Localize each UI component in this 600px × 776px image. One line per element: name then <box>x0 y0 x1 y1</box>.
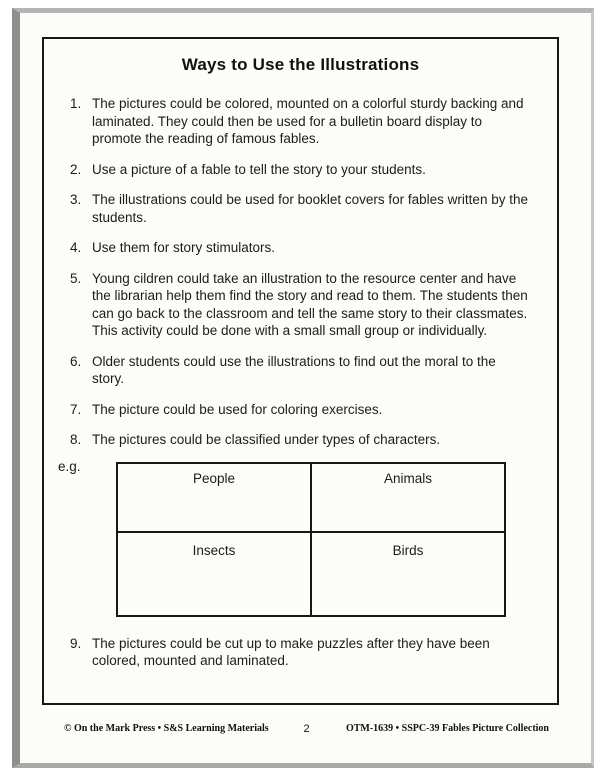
classification-table <box>116 462 506 617</box>
item-text: The pictures could be cut up to make puzzles after they have been colored, mounted and laminated. <box>92 635 490 668</box>
item-text: Older students could use the illustrations to find out the moral to the story. <box>92 353 496 386</box>
list-item-5 <box>70 270 531 340</box>
table-cell-animals: Animals <box>311 463 505 532</box>
table-cell-birds: Birds <box>311 532 505 616</box>
item-text: The illustrations could be used for booklet covers for fables written by the students. <box>92 192 528 225</box>
list-item-8 <box>70 431 531 449</box>
table-row <box>117 532 505 616</box>
list-item-6 <box>70 353 531 388</box>
footer-catalog-id: OTM-1639 • SSPC-39 Fables Picture Collection <box>345 723 549 734</box>
footer-publisher: © On the Mark Press • S&S Learning Materials <box>64 723 269 734</box>
item-text: Young cildren could take an illustration to the resource center and have the librarian help them find the story and read to them. The students then can go back to the classroom and tell the same story to their classmates. This activity could be done with a small small group or individually. <box>92 270 528 338</box>
page-title: Ways to Use the Illustrations <box>181 55 420 74</box>
list-item-3 <box>70 191 531 226</box>
list-item-9 <box>70 635 531 670</box>
list-item-2 <box>70 161 531 179</box>
item-number: 9. <box>70 635 82 651</box>
content-frame <box>42 37 559 705</box>
table-row <box>117 463 505 532</box>
item-text: The pictures could be classified under types of characters. <box>92 432 441 447</box>
item-number: 1. <box>70 96 82 111</box>
item-text: Use them for story stimulators. <box>92 240 276 255</box>
item-text: The pictures could be colored, mounted on a colorful sturdy backing and laminated. They could then be used for a bulletin board display to promote the reading of famous fables. <box>92 96 524 146</box>
item-number: 3. <box>70 192 82 207</box>
scanned-page <box>12 8 594 768</box>
item-number: 6. <box>70 353 82 369</box>
table-cell-people: People <box>117 463 311 532</box>
item-text: Use a picture of a fable to tell the story to your students. <box>92 161 426 177</box>
item-number: 2. <box>70 161 82 177</box>
item-number: 8. <box>70 432 82 447</box>
table-cell-insects: Insects <box>117 532 311 616</box>
item-text: The picture could be used for coloring exercises. <box>92 401 383 417</box>
example-label: e.g. <box>58 458 81 474</box>
page-number: 2 <box>303 723 310 735</box>
item-number: 5. <box>70 270 82 286</box>
list-item-7 <box>70 401 531 419</box>
example-block <box>58 458 531 617</box>
item-number: 7. <box>70 401 82 417</box>
list-item-4 <box>70 239 531 257</box>
list-item-1 <box>70 95 531 148</box>
item-number: 4. <box>70 240 82 255</box>
